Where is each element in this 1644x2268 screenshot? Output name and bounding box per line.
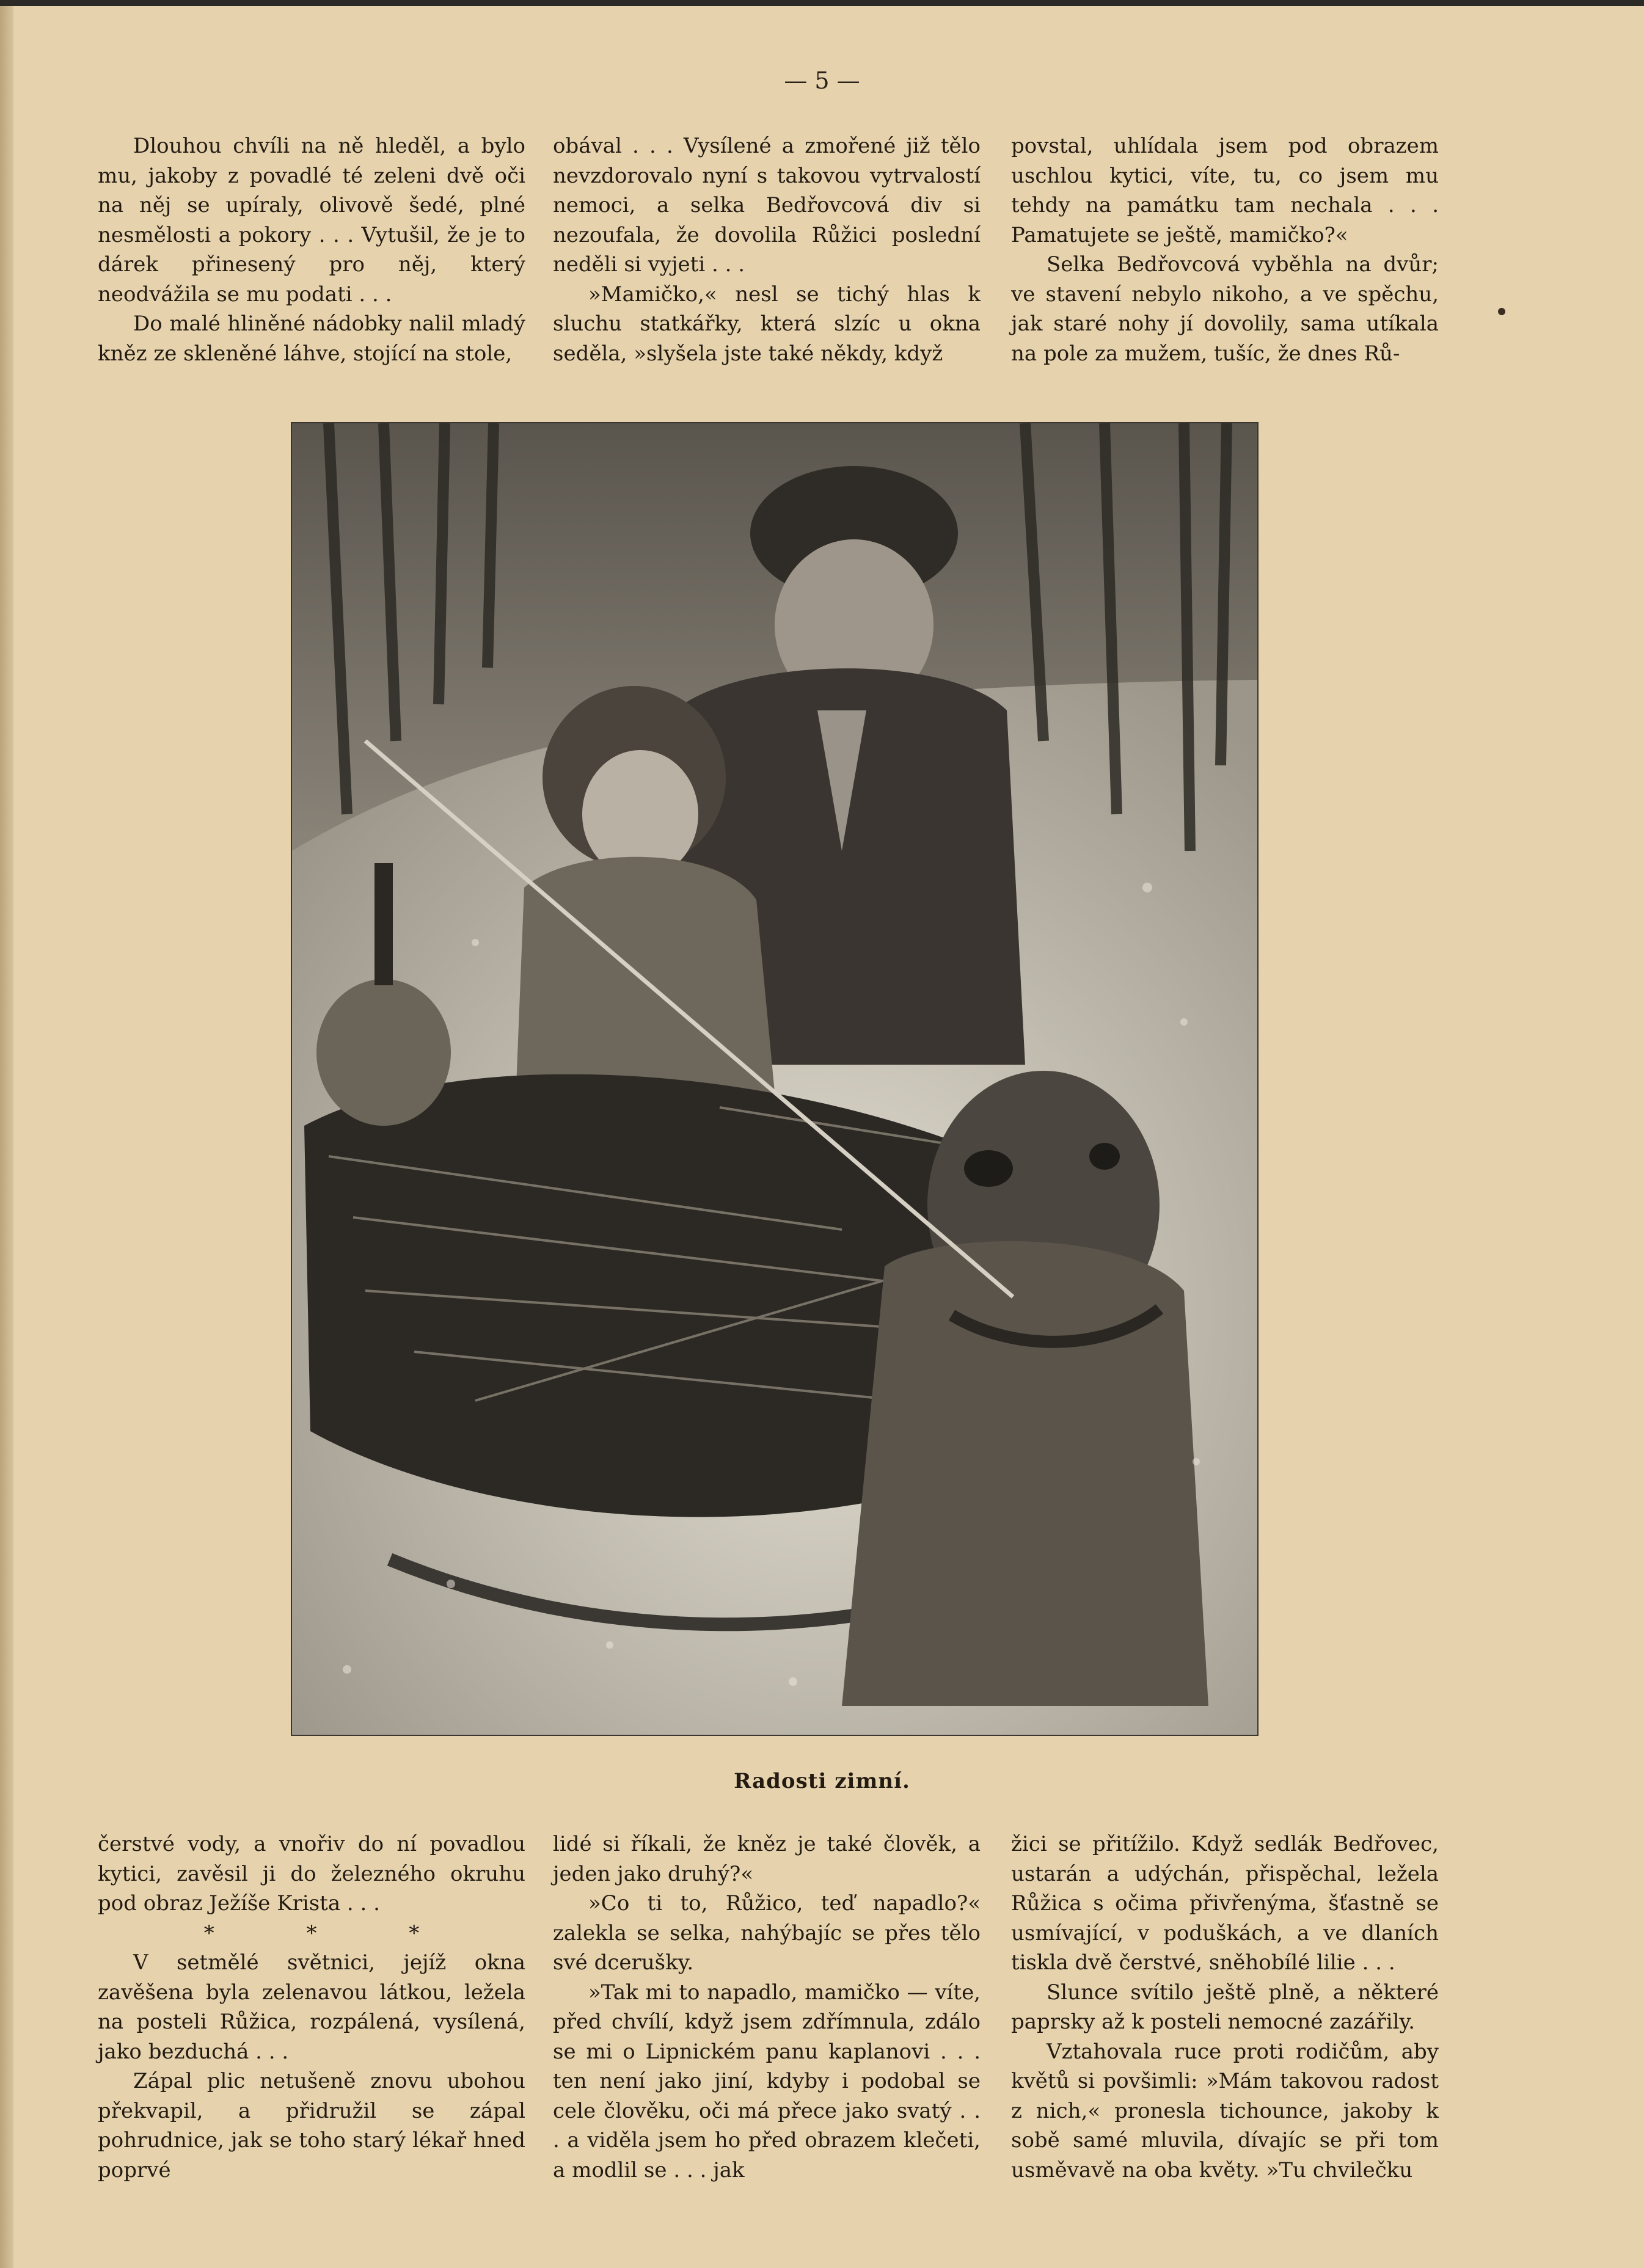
paragraph: Dlouhou chvíli na ně hleděl, a bylo mu, jakoby z povadlé té zeleni dvě oči na něj se upíraly, olivově šedé, plné nesmělosti a pokory . . . Vytušil, že je to dárek přinesený pro něj, který neodvážila se mu podati . . . — [98, 134, 525, 307]
binding-gutter — [0, 6, 13, 2268]
paragraph: Zápal plic netušeně znovu ubohou překvapil, a přidružil se zápal pohrudnice, jak se toho starý lékař hned poprvé — [98, 2069, 525, 2182]
illustration-winter-joys — [292, 423, 1257, 1735]
paragraph: Do malé hliněné nádobky nalil mladý kněz ze skleněné láhve, stojící na stole, — [98, 312, 525, 366]
bottom-column-2 — [553, 1829, 981, 2185]
paragraph: obával . . . Vysílené a zmořené již tělo nevzdorovalo nyní s takovou vytrvalostí nemoci, a selka Bedřovcová div si nezoufala, že dovolila Růžici poslední neděli si vyjeti . . . — [553, 134, 981, 277]
paragraph: »Mamičko,« nesl se tichý hlas k sluchu statkářky, která slzíc u okna seděla, »slyšela jste také někdy, když — [553, 282, 981, 366]
paragraph: »Co ti to, Růžico, teď napadlo?« zalekla se selka, nahýbajíc se přes tělo své dcerušky. — [553, 1891, 981, 1975]
paragraph: »Tak mi to napadlo, mamičko — víte, před chvílí, když jsem zdřímnula, zdálo se mi o Lipnickém panu kaplanovi . . . ten není jako jiní, kdyby i podobal se cele člověku, oči má přece jako svatý . . . a viděla jsem ho před obrazem klečeti, a modlil se . . . jak — [553, 1980, 981, 2182]
top-column-2 — [553, 131, 981, 368]
bottom-column-3 — [1011, 1829, 1439, 2185]
ink-speck — [1498, 308, 1505, 315]
bottom-column-1 — [98, 1829, 525, 2185]
page-number: — 5 — — [784, 67, 860, 94]
paragraph: V setmělé světnici, jejíž okna zavěšena byla zelenavou látkou, ležela na posteli Růžica, rozpálená, vysílená, jako bezduchá . . . — [98, 1950, 525, 2064]
page-sheet — [0, 6, 1644, 2268]
paragraph: Selka Bedřovcová vyběhla na dvůr; ve stavení nebylo nikoho, a ve spěchu, jak staré nohy jí dovolily, sama utíkala na pole za mužem, tušíc, že dnes Rů- — [1011, 252, 1439, 366]
paragraph: čerstvé vody, a vnořiv do ní povadlou kytici, zavěsil ji do železného okruhu pod obraz Ježíše Krista . . . — [98, 1832, 525, 1916]
section-divider-stars: * * * — [203, 1920, 462, 1945]
paragraph: lidé si říkali, že kněz je také člověk, a jeden jako druhý?« — [553, 1832, 981, 1886]
engraving-image — [292, 423, 1257, 1735]
top-column-3 — [1011, 131, 1439, 368]
paragraph: žici se přitížilo. Když sedlák Bedřovec, ustarán a udýchán, přispěchal, ležela Růžica s očima přivřenýma, šťastně se usmívající, v poduškách, a ve dlaních tiskla dvě čerstvé, sněhobílé lilie . . . — [1011, 1832, 1439, 1975]
paragraph: Slunce svítilo ještě plně, a některé paprsky až k posteli nemocné zazářily. — [1011, 1980, 1439, 2034]
illustration-caption: Radosti zimní. — [734, 1769, 910, 1793]
paragraph: Vztahovala ruce proti rodičům, aby květů si povšimli: »Mám takovou radost z nich,« pronesla tichounce, jakoby k sobě samé mluvila, dívajíc se při tom usměvavě na oba květy. »Tu chvilečku — [1011, 2039, 1439, 2182]
top-column-1 — [98, 131, 525, 368]
paragraph: povstal, uhlídala jsem pod obrazem uschlou kytici, víte, tu, co jsem mu tehdy na památku tam nechala . . . Pamatujete se ještě, mamičko?« — [1011, 134, 1439, 247]
